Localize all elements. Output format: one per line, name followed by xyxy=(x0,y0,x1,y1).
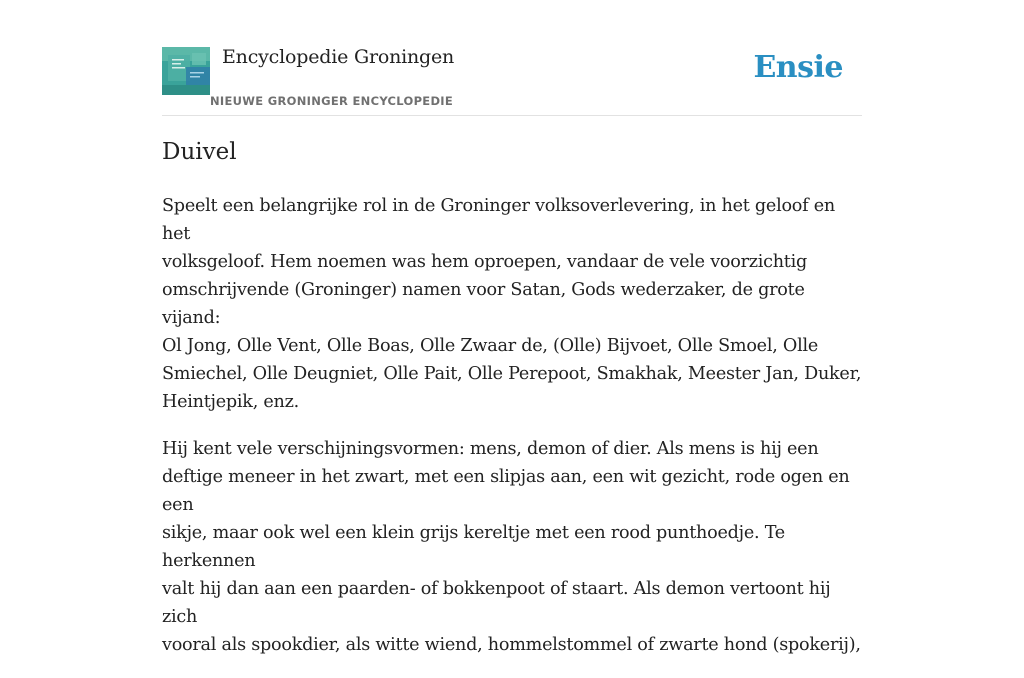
site-header xyxy=(162,0,862,116)
article-paragraph: Speelt een belangrijke rol in de Groninger volksoverlevering, in het geloof en het volksgeloof. Hem noemen was hem oproepen, vandaar de vele voorzichtig omschrijvende (Groninger) namen voor Satan, Gods wederzaker, de grote vijand: Ol Jong, Olle Vent, Olle Boas, Olle Zwaar de, (Olle) Bijvoet, Olle Smoel, Olle Smiechel, Olle Deugniet, Olle Pait, Olle Perepoot, Smakhak, Meester Jan, Duker, Heintjepik, enz. xyxy=(162,196,862,412)
article-body xyxy=(162,192,862,678)
site-logo-icon[interactable] xyxy=(162,47,210,95)
article-paragraph: Hij kent vele verschijningsvormen: mens, demon of dier. Als mens is hij een deftige meneer in het zwart, met een slipjas aan, een wit gezicht, rode ogen en een sikje, maar ook wel een klein grijs kereltje met een rood punthoedje. Te herkennen valt hij dan aan een paarden- of bokkenpoot of staart. Als demon vertoont hij zich vooral als spookdier, als witte wiend, hommelstommel of zwarte hond (spokerij), xyxy=(162,439,861,655)
site-title[interactable]: Encyclopedie Groningen xyxy=(222,46,455,68)
brand-logo[interactable]: Ensie xyxy=(753,50,843,85)
encyclopedia-thumbnail-icon xyxy=(162,47,210,95)
article-title: Duivel xyxy=(162,139,237,165)
site-subtitle: NIEUWE GRONINGER ENCYCLOPEDIE xyxy=(210,94,454,108)
